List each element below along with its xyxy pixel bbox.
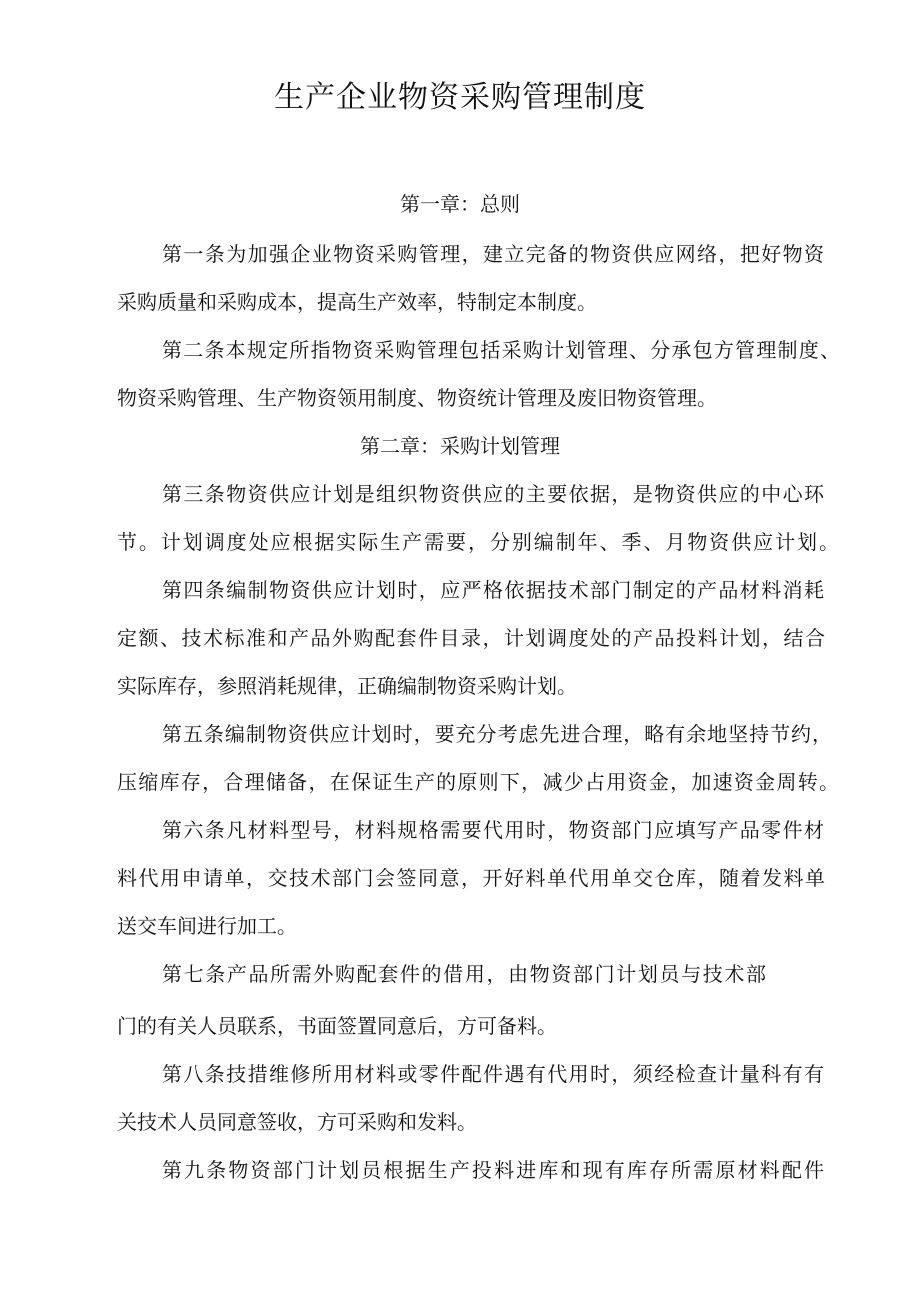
paragraph-line: 送交车间进行加工。 xyxy=(117,914,297,938)
paragraph-line: 第六条凡材料型号，材料规格需要代用时，物资部门应填写产品零件材 xyxy=(162,818,824,842)
paragraph-line: 实际库存，参照消耗规律，正确编制物资采购计划。 xyxy=(117,674,577,698)
paragraph-line: 第七条产品所需外购配套件的借用，由物资部门计划员与技术部 xyxy=(162,962,766,986)
paragraph-line: 第二条本规定所指物资采购管理包括采购计划管理、分承包方管理制度、 xyxy=(162,338,840,362)
paragraph-line: 第八条技措维修所用材料或零件配件遇有代用时，须经检查计量科有有 xyxy=(162,1062,824,1086)
paragraph-line: 定额、技术标准和产品外购配套件目录，计划调度处的产品投料计划，结合 xyxy=(117,626,825,650)
paragraph-line: 关技术人员同意签收，方可采购和发料。 xyxy=(117,1110,477,1134)
document-title: 生产企业物资采购管理制度 xyxy=(274,80,646,115)
paragraph-line: 第五条编制物资供应计划时，要充分考虑先进合理，略有余地坚持节约， xyxy=(162,722,832,746)
paragraph-line: 第四条编制物资供应计划时，应严格依据技术部门制定的产品材料消耗 xyxy=(162,578,824,602)
paragraph-line: 物资采购管理、生产物资领用制度、物资统计管理及废旧物资管理。 xyxy=(117,386,717,410)
paragraph-line: 第一条为加强企业物资采购管理，建立完备的物资供应网络，把好物资 xyxy=(162,242,824,266)
paragraph-line: 节。计划调度处应根据实际生产需要，分别编制年、季、月物资供应计划。 xyxy=(117,530,839,554)
chapter-heading-2: 第二章：采购计划管理 xyxy=(360,434,560,458)
paragraph-line: 第三条物资供应计划是组织物资供应的主要依据，是物资供应的中心环 xyxy=(162,482,824,506)
paragraph-line: 采购质量和采购成本，提高生产效率，特制定本制度。 xyxy=(117,290,597,314)
paragraph-line: 压缩库存，合理储备，在保证生产的原则下，减少占用资金，加速资金周转。 xyxy=(117,770,839,794)
paragraph-line: 第九条物资部门计划员根据生产投料进库和现有库存所需原材料配件 xyxy=(162,1158,824,1182)
chapter-heading-1: 第一章：总则 xyxy=(400,192,520,216)
paragraph-line: 料代用申请单，交技术部门会签同意，开好料单代用单交仓库，随着发料单 xyxy=(117,866,825,890)
paragraph-line: 门的有关人员联系，书面签置同意后，方可备料。 xyxy=(117,1014,557,1038)
